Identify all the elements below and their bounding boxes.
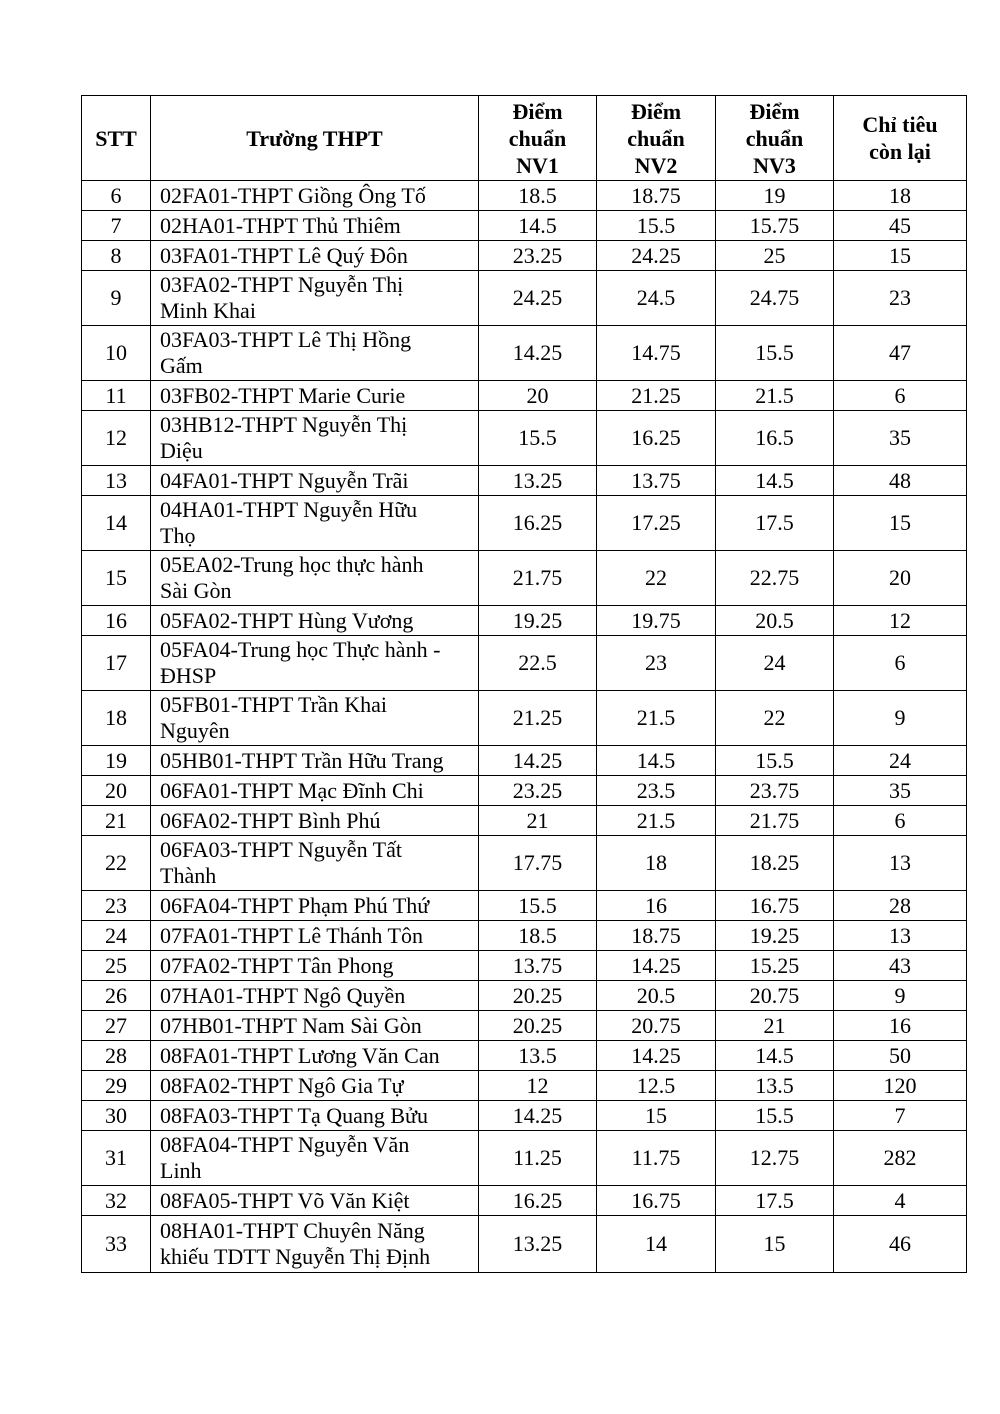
cell-stt: 8 [82,241,151,271]
cell-remaining-quota: 9 [834,981,967,1011]
cell-score-nv1: 14.25 [479,746,597,776]
table-row [82,1131,967,1186]
cell-score-nv1: 15.5 [479,891,597,921]
cell-remaining-quota: 45 [834,211,967,241]
school-name-line: ĐHSP [160,663,217,688]
cell-remaining-quota: 6 [834,806,967,836]
cell-score-nv3: 14.5 [716,1041,834,1071]
cell-score-nv3: 15.5 [716,326,834,381]
cell-score-nv2: 13.75 [597,466,716,496]
cell-score-nv3: 20.75 [716,981,834,1011]
cell-score-nv1: 17.75 [479,836,597,891]
cell-score-nv3: 17.5 [716,1186,834,1216]
cell-score-nv2: 14.75 [597,326,716,381]
cell-school-name [151,326,479,381]
cell-score-nv2: 12.5 [597,1071,716,1101]
cell-remaining-quota: 35 [834,411,967,466]
cell-score-nv2: 14.25 [597,1041,716,1071]
cell-remaining-quota: 35 [834,776,967,806]
cell-remaining-quota: 15 [834,496,967,551]
cell-stt: 15 [82,551,151,606]
cell-remaining-quota: 50 [834,1041,967,1071]
table-row [82,1041,967,1071]
cell-school-name [151,1131,479,1186]
table-row [82,1071,967,1101]
cell-score-nv1: 16.25 [479,496,597,551]
school-name-line: 05EA02-Trung học thực hành [160,552,424,577]
cell-school-name [151,181,479,211]
cell-score-nv1: 23.25 [479,241,597,271]
cell-score-nv2: 24.5 [597,271,716,326]
cell-remaining-quota: 13 [834,921,967,951]
cell-remaining-quota: 120 [834,1071,967,1101]
school-name-line: 08FA03-THPT Tạ Quang Bửu [160,1102,428,1128]
table-row [82,1186,967,1216]
school-name-line: 06FA04-THPT Phạm Phú Thứ [160,892,430,918]
school-name-line: Linh [160,1158,202,1183]
cell-score-nv1: 14.5 [479,211,597,241]
table-row [82,241,967,271]
school-name-line: 03FA01-THPT Lê Quý Đôn [160,242,408,268]
school-name-line: 03FA02-THPT Nguyễn Thị [160,272,404,297]
school-name-line: Thọ [160,523,196,548]
cell-stt: 6 [82,181,151,211]
table-row [82,691,967,746]
cell-score-nv2: 14 [597,1216,716,1273]
cell-stt: 30 [82,1101,151,1131]
table-row [82,1101,967,1131]
cell-score-nv2: 15.5 [597,211,716,241]
school-name-line: 07HA01-THPT Ngô Quyền [160,982,406,1008]
cell-school-name [151,1011,479,1041]
cell-remaining-quota: 23 [834,271,967,326]
cell-stt: 7 [82,211,151,241]
cell-school-name [151,241,479,271]
cell-score-nv3: 21.5 [716,381,834,411]
cell-score-nv2: 20.5 [597,981,716,1011]
table-row [82,496,967,551]
cell-score-nv3: 23.75 [716,776,834,806]
table-row [82,1216,967,1273]
cell-score-nv3: 15.25 [716,951,834,981]
header-school: Trường THPT [151,96,479,181]
cell-score-nv1: 20.25 [479,1011,597,1041]
cell-stt: 24 [82,921,151,951]
cell-school-name [151,1186,479,1216]
header-nv3: Điểm chuẩn NV3 [716,96,834,181]
cell-stt: 26 [82,981,151,1011]
cell-score-nv1: 12 [479,1071,597,1101]
cell-score-nv1: 18.5 [479,921,597,951]
cell-school-name [151,836,479,891]
cell-remaining-quota: 20 [834,551,967,606]
cell-score-nv1: 14.25 [479,326,597,381]
cell-score-nv1: 16.25 [479,1186,597,1216]
cell-stt: 28 [82,1041,151,1071]
cell-score-nv3: 15.75 [716,211,834,241]
table-row [82,806,967,836]
table-row [82,411,967,466]
cell-school-name [151,981,479,1011]
cell-score-nv2: 21.25 [597,381,716,411]
header-nv2: Điểm chuẩn NV2 [597,96,716,181]
cell-remaining-quota: 282 [834,1131,967,1186]
cell-remaining-quota: 6 [834,636,967,691]
table-row [82,326,967,381]
school-name-line: 04HA01-THPT Nguyễn Hữu [160,497,418,522]
admission-scores-table [81,95,967,1273]
cell-stt: 27 [82,1011,151,1041]
cell-score-nv3: 16.75 [716,891,834,921]
cell-stt: 23 [82,891,151,921]
cell-school-name [151,776,479,806]
cell-score-nv2: 15 [597,1101,716,1131]
cell-score-nv3: 24 [716,636,834,691]
table-header-row [82,96,967,181]
school-name-line: 08HA01-THPT Chuyên Năng [160,1218,425,1243]
cell-stt: 19 [82,746,151,776]
cell-score-nv3: 12.75 [716,1131,834,1186]
cell-score-nv2: 16.75 [597,1186,716,1216]
cell-school-name [151,921,479,951]
cell-score-nv3: 15 [716,1216,834,1273]
cell-remaining-quota: 7 [834,1101,967,1131]
cell-score-nv3: 18.25 [716,836,834,891]
cell-score-nv3: 13.5 [716,1071,834,1101]
cell-stt: 14 [82,496,151,551]
school-name-line: Thành [160,863,217,888]
school-name-line: 08FA04-THPT Nguyễn Văn [160,1132,410,1157]
cell-school-name [151,271,479,326]
cell-stt: 18 [82,691,151,746]
cell-score-nv2: 23 [597,636,716,691]
cell-score-nv1: 20.25 [479,981,597,1011]
cell-school-name [151,1101,479,1131]
table-row [82,921,967,951]
cell-stt: 33 [82,1216,151,1273]
cell-stt: 20 [82,776,151,806]
cell-score-nv2: 14.5 [597,746,716,776]
school-name-line: 07FA01-THPT Lê Thánh Tôn [160,922,423,948]
cell-score-nv1: 13.75 [479,951,597,981]
school-name-line: 03FA03-THPT Lê Thị Hồng [160,327,412,352]
school-name-line: 06FA02-THPT Bình Phú [160,807,381,833]
cell-school-name [151,746,479,776]
cell-score-nv3: 15.5 [716,1101,834,1131]
cell-score-nv3: 19 [716,181,834,211]
table-row [82,746,967,776]
school-name-line: 05FA02-THPT Hùng Vương [160,607,414,633]
school-name-line: 08FA01-THPT Lương Văn Can [160,1042,440,1068]
cell-score-nv1: 11.25 [479,1131,597,1186]
cell-stt: 29 [82,1071,151,1101]
table-row [82,636,967,691]
cell-stt: 12 [82,411,151,466]
cell-score-nv1: 13.5 [479,1041,597,1071]
table-row [82,1011,967,1041]
cell-stt: 10 [82,326,151,381]
table-body [82,181,967,1273]
school-name-line: 05FB01-THPT Trần Khai [160,692,387,717]
table-row [82,606,967,636]
table-row [82,981,967,1011]
cell-score-nv3: 15.5 [716,746,834,776]
cell-school-name [151,551,479,606]
cell-score-nv3: 24.75 [716,271,834,326]
cell-stt: 9 [82,271,151,326]
school-name-line: 02HA01-THPT Thủ Thiêm [160,212,401,238]
cell-score-nv2: 18.75 [597,181,716,211]
cell-school-name [151,411,479,466]
cell-score-nv1: 15.5 [479,411,597,466]
school-name-line: 07HB01-THPT Nam Sài Gòn [160,1012,422,1038]
cell-remaining-quota: 48 [834,466,967,496]
cell-score-nv3: 22.75 [716,551,834,606]
school-name-line: 04FA01-THPT Nguyễn Trãi [160,467,409,493]
cell-score-nv2: 18.75 [597,921,716,951]
school-name-line: 03FB02-THPT Marie Curie [160,382,406,408]
cell-score-nv1: 13.25 [479,1216,597,1273]
cell-remaining-quota: 43 [834,951,967,981]
cell-score-nv3: 22 [716,691,834,746]
cell-score-nv2: 22 [597,551,716,606]
cell-school-name [151,636,479,691]
cell-score-nv1: 18.5 [479,181,597,211]
cell-school-name [151,381,479,411]
cell-score-nv1: 21.25 [479,691,597,746]
cell-school-name [151,466,479,496]
cell-stt: 17 [82,636,151,691]
cell-score-nv1: 20 [479,381,597,411]
school-name-line: 02FA01-THPT Giồng Ông Tố [160,182,426,208]
school-name-line: 08FA05-THPT Võ Văn Kiệt [160,1187,410,1213]
cell-remaining-quota: 13 [834,836,967,891]
cell-score-nv1: 19.25 [479,606,597,636]
table-row [82,381,967,411]
cell-score-nv2: 11.75 [597,1131,716,1186]
cell-remaining-quota: 12 [834,606,967,636]
cell-remaining-quota: 28 [834,891,967,921]
school-name-line: 03HB12-THPT Nguyễn Thị [160,412,408,437]
table-row [82,211,967,241]
cell-school-name [151,1071,479,1101]
cell-score-nv3: 14.5 [716,466,834,496]
cell-score-nv2: 24.25 [597,241,716,271]
cell-stt: 32 [82,1186,151,1216]
school-name-line: Diệu [160,438,203,463]
school-name-line: 06FA01-THPT Mạc Đĩnh Chi [160,777,424,803]
cell-remaining-quota: 4 [834,1186,967,1216]
school-name-line: 05HB01-THPT Trần Hữu Trang [160,747,444,773]
cell-score-nv3: 21.75 [716,806,834,836]
cell-score-nv2: 17.25 [597,496,716,551]
school-name-line: Gấm [160,353,203,378]
school-name-line: Minh Khai [160,298,256,323]
table-row [82,466,967,496]
cell-school-name [151,606,479,636]
cell-school-name [151,891,479,921]
school-name-line: 06FA03-THPT Nguyễn Tất [160,837,402,862]
header-nv1: Điểm chuẩn NV1 [479,96,597,181]
cell-school-name [151,1216,479,1273]
table-row [82,271,967,326]
cell-score-nv1: 14.25 [479,1101,597,1131]
school-name-line: 08FA02-THPT Ngô Gia Tự [160,1072,404,1098]
cell-school-name [151,806,479,836]
school-name-line: Nguyên [160,718,230,743]
cell-score-nv3: 25 [716,241,834,271]
table-row [82,181,967,211]
cell-stt: 16 [82,606,151,636]
cell-remaining-quota: 46 [834,1216,967,1273]
table-row [82,951,967,981]
school-name-line: Sài Gòn [160,578,232,603]
cell-school-name [151,691,479,746]
cell-score-nv2: 19.75 [597,606,716,636]
cell-stt: 21 [82,806,151,836]
cell-school-name [151,211,479,241]
cell-score-nv2: 21.5 [597,691,716,746]
cell-score-nv2: 16.25 [597,411,716,466]
cell-remaining-quota: 6 [834,381,967,411]
cell-score-nv2: 14.25 [597,951,716,981]
cell-remaining-quota: 47 [834,326,967,381]
cell-score-nv2: 18 [597,836,716,891]
table-row [82,891,967,921]
cell-score-nv2: 23.5 [597,776,716,806]
header-stt: STT [82,96,151,181]
school-name-line: khiếu TDTT Nguyễn Thị Định [160,1244,431,1269]
cell-stt: 25 [82,951,151,981]
cell-score-nv3: 20.5 [716,606,834,636]
cell-remaining-quota: 18 [834,181,967,211]
cell-school-name [151,951,479,981]
table-row [82,551,967,606]
cell-score-nv1: 22.5 [479,636,597,691]
cell-stt: 13 [82,466,151,496]
cell-school-name [151,496,479,551]
cell-score-nv3: 19.25 [716,921,834,951]
school-name-line: 07FA02-THPT Tân Phong [160,952,394,978]
cell-stt: 11 [82,381,151,411]
cell-score-nv2: 20.75 [597,1011,716,1041]
table-row [82,776,967,806]
school-name-line: 05FA04-Trung học Thực hành - [160,637,441,662]
cell-remaining-quota: 15 [834,241,967,271]
cell-score-nv1: 21 [479,806,597,836]
cell-score-nv3: 16.5 [716,411,834,466]
cell-score-nv3: 21 [716,1011,834,1041]
cell-school-name [151,1041,479,1071]
cell-remaining-quota: 16 [834,1011,967,1041]
cell-score-nv1: 13.25 [479,466,597,496]
cell-score-nv1: 24.25 [479,271,597,326]
cell-stt: 22 [82,836,151,891]
cell-score-nv2: 21.5 [597,806,716,836]
cell-score-nv1: 21.75 [479,551,597,606]
cell-score-nv2: 16 [597,891,716,921]
cell-remaining-quota: 24 [834,746,967,776]
table-row [82,836,967,891]
cell-score-nv3: 17.5 [716,496,834,551]
header-remaining-quota: Chỉ tiêu còn lại [834,96,967,181]
cell-stt: 31 [82,1131,151,1186]
cell-score-nv1: 23.25 [479,776,597,806]
cell-remaining-quota: 9 [834,691,967,746]
